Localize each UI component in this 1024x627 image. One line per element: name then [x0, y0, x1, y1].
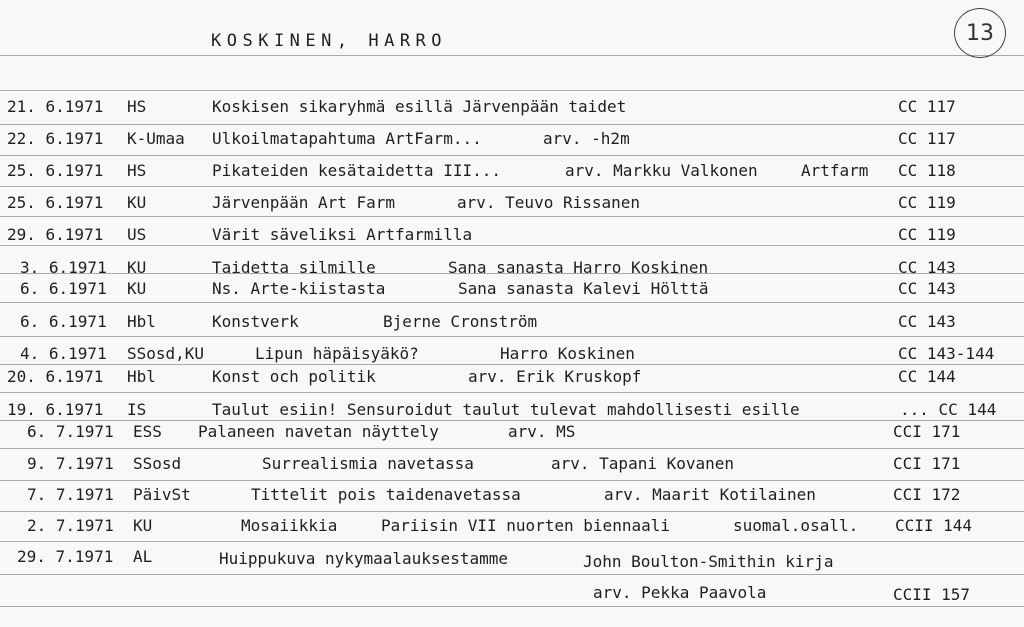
- rule-line: [0, 448, 1024, 449]
- entry-source: KU: [127, 193, 147, 212]
- entry-title: Huippukuva nykymaalauksestamme: [219, 549, 508, 568]
- rule-line: [0, 511, 1024, 512]
- entry-author: arv. MS: [508, 422, 576, 441]
- entry-source: SSosd: [133, 454, 182, 473]
- entry-source: Hbl: [127, 312, 156, 331]
- entry-ref: CC 117: [898, 129, 956, 148]
- entry-ref: CC 143: [898, 312, 956, 331]
- entry-title: Ulkoilmatapahtuma ArtFarm...: [212, 129, 482, 148]
- entry-date: 22. 6.1971: [7, 129, 104, 148]
- entry-note: Artfarm: [801, 161, 869, 180]
- entry-author: John Boulton-Smithin kirja: [583, 552, 834, 571]
- entry-date: 3. 6.1971: [20, 258, 107, 277]
- entry-date: 2. 7.1971: [27, 516, 114, 535]
- rule-line: [0, 302, 1024, 303]
- entry-author: arv. Erik Kruskopf: [468, 367, 642, 386]
- entry-date: 29. 7.1971: [17, 547, 114, 566]
- entry-date: 6. 7.1971: [27, 422, 114, 441]
- entry-ref: CC 117: [898, 97, 956, 116]
- entry-source: ESS: [133, 422, 162, 441]
- entry-title: Konst och politik: [212, 367, 376, 386]
- rule-line: [0, 606, 1024, 607]
- entry-title: Mosaiikkia: [241, 516, 338, 535]
- entry-author: arv. Teuvo Rissanen: [457, 193, 641, 212]
- entry-author: Bjerne Cronström: [383, 312, 538, 331]
- entry-title: Surrealismia navetassa: [262, 454, 474, 473]
- entry-ref: CC 143: [898, 279, 956, 298]
- entry-author: Pariisin VII nuorten biennaali: [381, 516, 670, 535]
- entry-note: suomal.osall.: [733, 516, 859, 535]
- entry-author: Sana sanasta Kalevi Hölttä: [458, 279, 709, 298]
- entry-date: 25. 6.1971: [7, 193, 104, 212]
- entry-ref: CC 118: [898, 161, 956, 180]
- entry-date: 19. 6.1971: [7, 400, 104, 419]
- rule-line: [0, 245, 1024, 246]
- entry-date: 7. 7.1971: [27, 485, 114, 504]
- entry-title: Tittelit pois taidenavetassa: [251, 485, 521, 504]
- rule-line: [0, 392, 1024, 393]
- entry-source: Hbl: [127, 367, 156, 386]
- rule-line: [0, 336, 1024, 337]
- page-number: 13: [966, 20, 994, 46]
- entry-source: KU: [127, 279, 147, 298]
- entry-author: Harro Koskinen: [500, 344, 635, 363]
- entry-author: arv. -h2m: [543, 129, 630, 148]
- entry-source: IS: [127, 400, 147, 419]
- entry-author: arv. Tapani Kovanen: [551, 454, 735, 473]
- entry-source: US: [127, 225, 147, 244]
- entry-ref: CC 143-144: [898, 344, 995, 363]
- entry-title: Konstverk: [212, 312, 299, 331]
- entry-date: 21. 6.1971: [7, 97, 104, 116]
- entry-source: SSosd,KU: [127, 344, 205, 363]
- rule-line: [0, 124, 1024, 125]
- entry-author: arv. Pekka Paavola: [593, 583, 767, 602]
- entry-source: PäivSt: [133, 485, 191, 504]
- entry-source: HS: [127, 161, 147, 180]
- entry-ref: CC 119: [898, 225, 956, 244]
- entry-ref: CCII 144: [895, 516, 973, 535]
- entry-title: Koskisen sikaryhmä esillä Järvenpään taidet: [212, 97, 627, 116]
- entry-date: 6. 6.1971: [20, 312, 107, 331]
- rule-line: [0, 480, 1024, 481]
- entry-ref: ... CC 144: [900, 400, 997, 419]
- entry-source: KU: [133, 516, 153, 535]
- entry-date: 29. 6.1971: [7, 225, 104, 244]
- entry-title: Ns. Arte-kiistasta: [212, 279, 386, 298]
- entry-date: 6. 6.1971: [20, 279, 107, 298]
- entry-ref: CCI 171: [893, 454, 961, 473]
- entry-date: 20. 6.1971: [7, 367, 104, 386]
- rule-line: [0, 155, 1024, 156]
- entry-title: Taulut esiin! Sensuroidut taulut tulevat mahdollisesti esille: [212, 400, 800, 419]
- entry-author: arv. Maarit Kotilainen: [604, 485, 816, 504]
- entry-author: arv. Markku Valkonen: [565, 161, 758, 180]
- entry-title: Pikateiden kesätaidetta III...: [212, 161, 501, 180]
- rule-line: [0, 90, 1024, 91]
- entry-source: AL: [133, 547, 153, 566]
- rule-line: [0, 186, 1024, 187]
- entry-ref: CCI 171: [893, 422, 961, 441]
- rule-line: [0, 364, 1024, 365]
- rule-line: [0, 574, 1024, 575]
- entry-ref: CC 143: [898, 258, 956, 277]
- page-number-circle: [954, 8, 1006, 58]
- rule-line: [0, 420, 1024, 421]
- entry-ref: CC 144: [898, 367, 956, 386]
- entry-author: Sana sanasta Harro Koskinen: [448, 258, 709, 277]
- entry-source: K-Umaa: [127, 129, 185, 148]
- entry-ref: CC 119: [898, 193, 956, 212]
- rule-line: [0, 541, 1024, 542]
- entry-title: Taidetta silmille: [212, 258, 376, 277]
- entry-title: Palaneen navetan näyttely: [198, 422, 439, 441]
- entry-date: 9. 7.1971: [27, 454, 114, 473]
- card-header-name: KOSKINEN, HARRO: [211, 31, 448, 51]
- entry-source: KU: [127, 258, 147, 277]
- entry-ref: CCI 172: [893, 485, 961, 504]
- entry-date: 25. 6.1971: [7, 161, 104, 180]
- entry-title: Lipun häpäisyäkö?: [255, 344, 419, 363]
- rule-line: [0, 216, 1024, 217]
- entry-ref: CCII 157: [893, 585, 971, 604]
- rule-line: [0, 55, 1024, 56]
- entry-title: Järvenpään Art Farm: [212, 193, 396, 212]
- entry-date: 4. 6.1971: [20, 344, 107, 363]
- entry-source: HS: [127, 97, 147, 116]
- entry-title: Värit säveliksi Artfarmilla: [212, 225, 473, 244]
